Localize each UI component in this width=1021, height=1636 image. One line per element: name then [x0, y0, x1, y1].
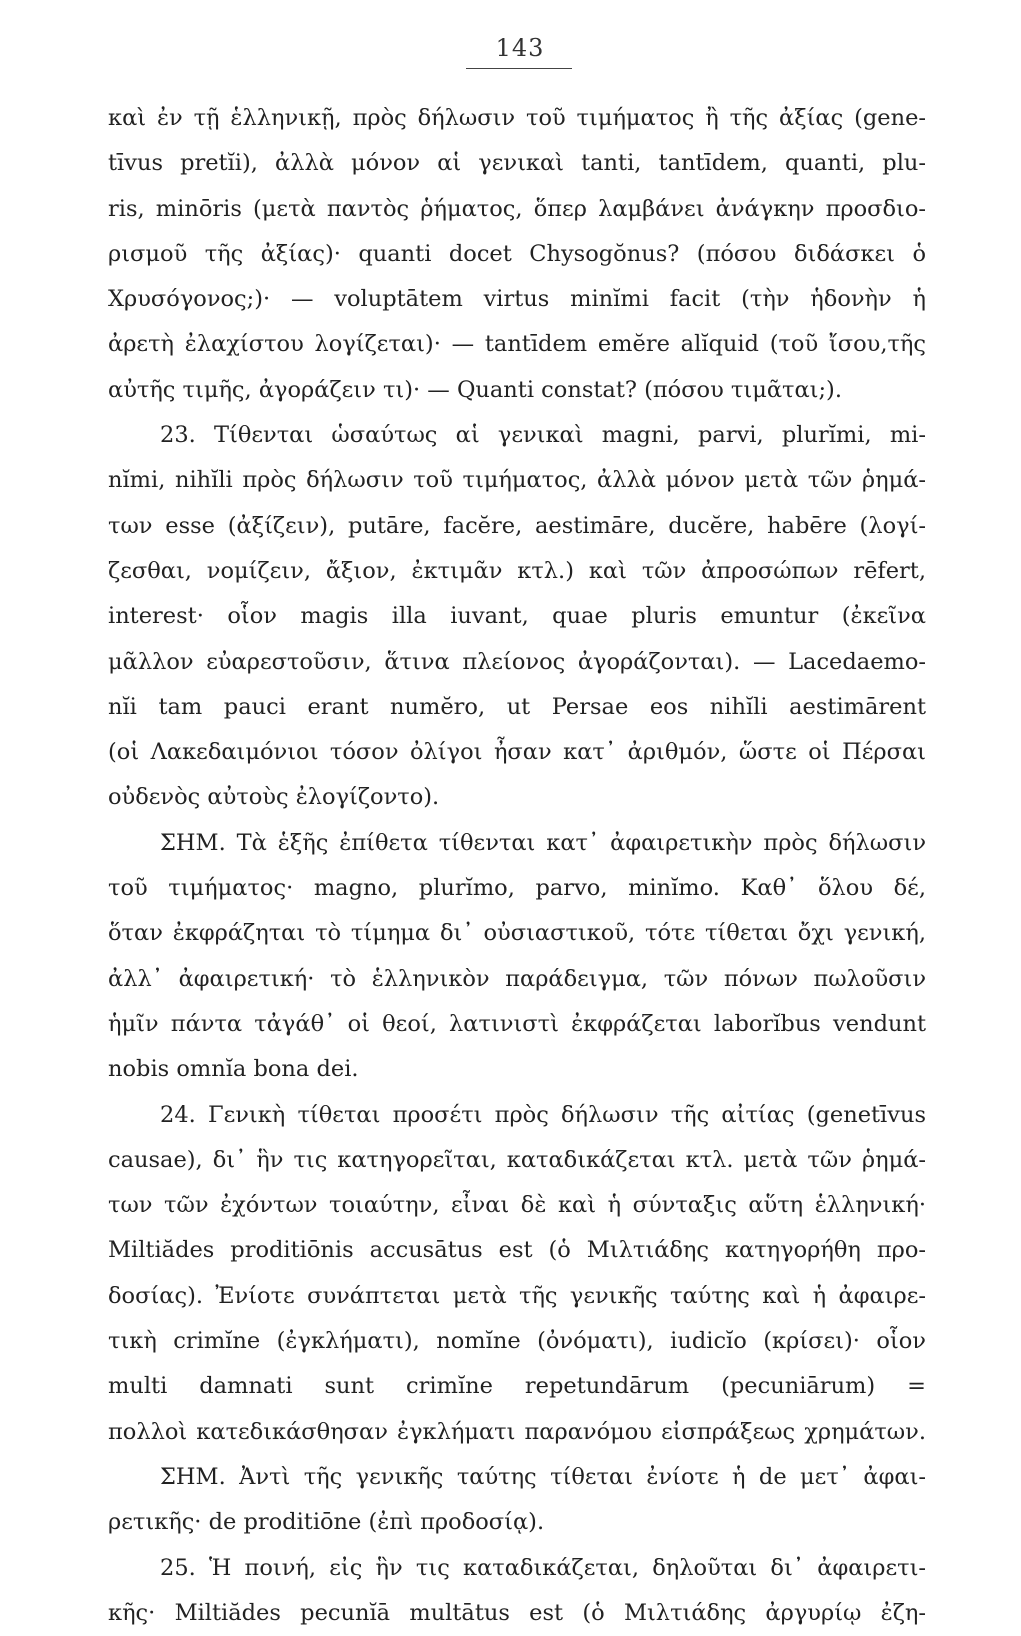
text-line: δοσίας). Ἐνίοτε συνάπτεται μετὰ τῆς γενικῆς ταύτης καὶ ἡ ἀφαιρε- [108, 1282, 926, 1309]
text-line: οὐδενὸς αὐτοὺς ἐλογίζοντο). [108, 784, 440, 811]
text-line: κῆς· Miltiădes pecunĭā multātus est (ὁ Μιλτιάδης ἀργυρίῳ ἐζη- [108, 1599, 926, 1626]
text-line: ρισμοῦ τῆς ἀξίας)· quanti docet Chysogŏnus? (πόσου διδάσκει ὁ [108, 240, 926, 267]
text-line: 25. Ἡ ποινή, εἰς ἣν τις καταδικάζεται, δηλοῦται δι᾽ ἀφαιρετι- [160, 1554, 926, 1581]
text-line: τοῦ τιμήματος· magno, plurĭmo, parvo, minĭmo. Καθ᾽ ὅλου δέ, [108, 875, 926, 902]
text-line: nobis omnĭa bona dei. [108, 1056, 359, 1083]
text-line: ρετικῆς· de proditiōne (ἐπὶ προδοσίᾳ). [108, 1509, 545, 1536]
text-line: ΣΗΜ. Ἀντὶ τῆς γενικῆς ταύτης τίθεται ἐνίοτε ἡ de μετ᾽ ἀφαι- [160, 1463, 926, 1490]
text-line: ἡμῖν πάντα τἀγάθ᾽ οἱ θεοί, λατινιστὶ ἐκφράζεται laborĭbus vendunt [108, 1010, 926, 1037]
text-line: ἀλλ᾽ ἀφαιρετική· τὸ ἑλληνικὸν παράδειγμα, τῶν πόνων πωλοῦσιν [108, 965, 926, 992]
text-line: (οἱ Λακεδαιμόνιοι τόσον ὀλίγοι ἦσαν κατ᾽ ἀριθμόν, ὥστε οἱ Πέρσαι [108, 739, 926, 766]
text-line: ζεσθαι, νομίζειν, ἄξιον, ἐκτιμᾶν κτλ.) καὶ τῶν ἀπροσώπων rēfert, [108, 557, 926, 584]
text-line: καὶ ἐν τῇ ἑλληνικῇ, πρὸς δήλωσιν τοῦ τιμήματος ἢ τῆς ἀξίας (gene- [108, 105, 926, 131]
text-line: ΣΗΜ. Τὰ ἑξῆς ἐπίθετα τίθενται κατ᾽ ἀφαιρετικὴν πρὸς δήλωσιν [160, 829, 926, 856]
text-line: ris, minōris (μετὰ παντὸς ῥήματος, ὅπερ λαμβάνει ἀνάγκην προσδιο- [108, 195, 926, 222]
body-text [108, 96, 926, 1636]
text-line: nĭmi, nihĭli πρὸς δήλωσιν τοῦ τιμήματος, ἀλλὰ μόνον μετὰ τῶν ῥημά- [108, 467, 926, 494]
text-line: Χρυσόγονος;)· — voluptātem virtus minĭmi facit (τὴν ἡδονὴν ἡ [108, 286, 926, 313]
text-line: πολλοὶ κατεδικάσθησαν ἐγκλήματι παρανόμου εἰσπράξεως χρημάτων. [108, 1418, 926, 1445]
page-number: 143 [495, 34, 545, 62]
text-line: ὅταν ἐκφράζηται τὸ τίμημα δι᾽ οὐσιαστικοῦ, τότε τίθεται ὄχι γενική, [108, 920, 926, 947]
text-line: tīvus pretĭi), ἀλλὰ μόνον αἱ γενικαὶ tanti, tantīdem, quanti, plu- [108, 150, 926, 177]
page-number-rule [466, 68, 572, 69]
text-line: nĭi tam pauci erant numĕro, ut Persae eos nihĭli aestimārent [108, 693, 926, 720]
text-line: των τῶν ἐχόντων τοιαύτην, εἶναι δὲ καὶ ἡ σύνταξις αὕτη ἑλληνική· [108, 1192, 926, 1219]
text-line: των esse (ἀξίζειν), putāre, facĕre, aestimāre, ducĕre, habēre (λογί- [108, 512, 926, 539]
text-line: Miltiădes proditiōnis accusātus est (ὁ Μιλτιάδης κατηγορήθη προ- [108, 1237, 926, 1264]
text-line: 23. Τίθενται ὡσαύτως αἱ γενικαὶ magni, parvi, plurĭmi, mi- [160, 422, 926, 449]
text-line: causae), δι᾽ ἣν τις κατηγορεῖται, καταδικάζεται κτλ. μετὰ τῶν ῥημά- [108, 1146, 926, 1173]
text-line: αὐτῆς τιμῆς, ἀγοράζειν τι)· — Quanti constat? (πόσου τιμᾶται;). [108, 376, 842, 403]
text-line: ἀρετὴ ἐλαχίστου λογίζεται)· — tantīdem emĕre alĭquid (τοῦ ἴσου,τῆς [108, 331, 926, 358]
text-line: interest· οἷον magis illa iuvant, quae pluris emuntur (ἐκεῖνα [108, 603, 926, 630]
text-line: multi damnati sunt crimĭne repetundārum (pecuniārum) = [108, 1373, 926, 1400]
text-line: μᾶλλον εὐαρεστοῦσιν, ἅτινα πλείονος ἀγοράζονται). — Lacedaemo- [108, 648, 926, 675]
text-line: τικὴ crimĭne (ἐγκλήματι), nomĭne (ὀνόματι), iudicĭo (κρίσει)· οἷον [108, 1328, 926, 1355]
text-line: 24. Γενικὴ τίθεται προσέτι πρὸς δήλωσιν τῆς αἰτίας (genetīvus [160, 1101, 926, 1128]
